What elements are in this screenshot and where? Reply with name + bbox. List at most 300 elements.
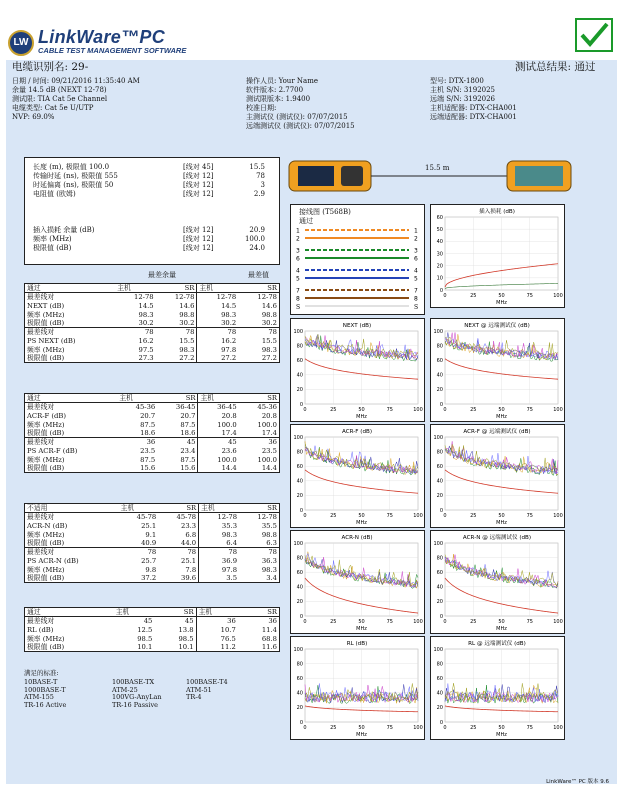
table-cell: 极限值 (dB) [27,464,65,472]
x-tick-label: 0 [443,513,447,519]
summary-label: 频率 (MHz) [33,235,72,243]
graph-svg [431,205,563,306]
x-tick-label: 25 [470,293,477,299]
table-row [25,337,280,346]
standard-item: 10BASE-T [24,678,58,686]
x-tick-label: 50 [358,619,365,625]
standard-item: TR-16 Passive [112,700,158,709]
table-cell: 频率 (MHz) [27,565,65,574]
x-tick-label: 25 [330,407,337,413]
summary-pair: [线对 12] [183,226,214,234]
x-tick-label: 25 [330,513,337,519]
table-cell: 14.6 [261,301,277,310]
y-tick-label: 60 [296,464,303,470]
x-tick-label: 75 [386,407,393,413]
table-row [25,522,280,531]
y-tick-label: 0 [299,719,303,726]
table-cell: 30.2 [179,319,195,327]
table-cell: PS ACR-F (dB) [27,446,78,455]
x-axis-label: MHz [356,520,367,526]
table-row [25,634,280,643]
standard-item: ATM-51 [186,685,212,694]
pin-label-left: 7 [296,287,300,295]
table-cell: 3.5 [199,574,239,583]
x-tick-label: 0 [443,619,447,625]
table-row [25,328,280,337]
table-cell: 极限值 (dB) [27,319,65,327]
table-cell: 6.3 [266,539,277,547]
table-cell: 98.3 [179,345,195,354]
table-cell: 98.3 [261,345,277,354]
table-cell: 14.4 [198,464,239,473]
graph-title: ACR-N @ 远端测试仪 (dB) [462,535,532,541]
x-tick-label: 25 [330,725,337,731]
y-tick-label: 40 [296,690,303,697]
x-tick-label: 0 [303,725,307,731]
x-tick-label: 50 [498,407,505,413]
table-cell: 39.6 [181,574,197,582]
table-cell: 27.2 [179,354,195,362]
y-tick-label: 20 [296,705,303,712]
y-tick-label: 0 [299,401,303,408]
table-cell: 频率 (MHz) [27,345,65,354]
y-tick-label: 60 [296,570,303,576]
pin-label-right: 5 [414,275,418,283]
header-line: 测试限: TIA Cat 5e Channel [12,95,108,103]
x-axis-label: MHz [496,732,507,738]
header-line: 日期 / 时间: 09/21/2016 11:35:40 AM [12,77,140,85]
standard-item: TR-16 Active [24,700,67,709]
pin-label-left: 5 [296,275,300,283]
table-cell: 36 [117,438,157,447]
table-cell: 78 [197,328,238,337]
table-cell: 主机 [196,608,238,617]
x-tick-label: 75 [386,725,393,731]
table-cell: 68.8 [261,634,277,643]
x-tick-label: 100 [413,725,423,731]
y-tick-label: 80 [436,449,443,456]
table-cell: 通过 [27,394,41,402]
x-tick-label: 75 [526,725,533,731]
table-cell: 45 [154,617,196,626]
table-row [25,394,280,403]
graph-title: ACR-F (dB) [341,429,373,435]
y-tick-label: 60 [296,676,303,682]
y-tick-label: 100 [293,646,303,653]
summary-value: 100.0 [244,235,265,243]
table-row [25,513,280,522]
table-row [25,455,280,464]
graph-svg [291,637,423,738]
x-tick-label: 0 [303,619,307,625]
x-tick-label: 75 [526,513,533,519]
standard-item: TR-4 [186,693,202,702]
x-tick-label: 100 [553,725,563,731]
x-tick-label: 50 [358,407,365,413]
table-cell: 9.1 [145,530,157,539]
graph-svg [291,319,423,420]
standards-list [24,679,284,719]
x-tick-label: 75 [386,619,393,625]
y-tick-label: 100 [433,434,443,441]
graph-panel [430,318,565,422]
summary-pair: [线对 45] [183,163,214,171]
table-cell: 主机 [197,284,238,293]
table-row [25,438,280,447]
cable-id: 电缆识别名: 29- [12,61,89,73]
table-cell: 主机 [119,394,133,402]
y-tick-label: 40 [296,372,303,379]
acrn-results-table [24,503,280,583]
worst-margin-heading: 最差余量 [148,271,176,279]
y-tick-label: 40 [436,372,443,379]
y-tick-label: 20 [436,387,443,394]
x-tick-label: 75 [526,293,533,299]
table-cell: 14.5 [197,302,238,311]
summary-value: 78 [256,172,265,180]
y-tick-label: 0 [299,507,303,514]
summary-value: 24.0 [249,244,265,252]
table-cell: 频率 (MHz) [27,634,65,643]
y-tick-label: 40 [436,584,443,591]
table-cell: 11.6 [261,643,277,651]
graph-title: NEXT (dB) [342,323,372,329]
table-cell: PS ACR-N (dB) [27,556,79,565]
y-tick-label: 80 [296,343,303,350]
graph-svg [431,637,563,738]
linkware-logo-title: LinkWare™PC [38,27,165,47]
table-cell: 97.8 [197,345,238,354]
table-cell: 27.3 [138,354,154,362]
table-cell: 45-36 [239,403,280,412]
table-row [25,354,280,363]
table-cell: 27.2 [197,354,238,363]
linkware-logo-tagline: CABLE TEST MANAGEMENT SOFTWARE [38,46,187,55]
graph-svg [291,531,423,632]
header-line: 型号: DTX-1800 [430,77,484,85]
y-tick-label: 60 [296,358,303,364]
y-tick-label: 100 [293,434,303,441]
header-line: 远端适配器: DTX-CHA001 [430,113,517,121]
x-tick-label: 25 [470,513,477,519]
table-row [25,530,280,539]
graph-title: ACR-F @ 远端测试仪 (dB) [463,429,531,435]
table-cell: NEXT (dB) [27,301,65,310]
table-cell: SR [267,284,277,292]
acrf-results-table [24,393,280,473]
header-line: 主机 S/N: 3192025 [430,86,496,94]
table-cell: 87.5 [140,420,156,429]
table-cell: 36-45 [198,403,239,412]
table-cell: 16.2 [197,337,238,346]
table-cell: 36 [239,438,280,447]
table-cell: 11.4 [261,625,277,634]
table-cell: SR [183,608,194,616]
header-line: 软件版本: 2.7700 [246,86,304,94]
graph-svg [291,425,423,526]
pin-label-right: 2 [414,235,418,243]
pin-label-right: 1 [414,227,418,235]
table-row [25,464,280,473]
x-tick-label: 75 [526,619,533,625]
main-tester-icon [289,161,371,191]
summary-label: 传输时延 (ns), 极限值 555 [33,172,118,180]
wire-map-drawing [291,205,423,313]
table-cell: 20.8 [198,412,239,421]
pin-label-left: 2 [296,235,300,243]
table-row [25,403,280,412]
table-cell: 45 [157,438,198,447]
table-cell: PS NEXT (dB) [27,336,76,345]
table-cell: 23.5 [140,446,156,455]
graph-panel [290,318,425,422]
x-tick-label: 0 [443,407,447,413]
table-cell: 7.8 [185,565,197,574]
summary-pair: [线对 12] [183,190,214,198]
table-row [25,626,280,635]
table-cell: 98.5 [137,634,153,643]
x-axis-label: MHz [356,414,367,420]
graph-title: ACR-N (dB) [341,535,373,541]
table-cell: 27.2 [261,354,277,362]
header-line: 测试限版本: 1.9400 [246,95,311,103]
graph-panel [430,204,565,308]
table-cell: 9.8 [145,565,157,574]
table-cell: 35.3 [199,522,239,531]
table-cell: SR [267,394,277,402]
table-cell: 极限值 (dB) [27,429,65,437]
table-cell: 98.8 [179,310,195,319]
x-tick-label: 25 [330,619,337,625]
summary-pair: [线对 12] [183,172,214,180]
header-line: 远端测试仪 (测试仪): 07/07/2015 [246,122,355,130]
y-tick-label: 30 [436,251,443,258]
y-tick-label: 80 [436,661,443,668]
table-cell: 100.0 [257,455,277,464]
pin-label-left: 8 [296,295,300,303]
table-cell: SR [267,504,277,512]
table-row [25,429,280,438]
y-tick-label: 100 [293,328,303,335]
header-line: NVP: 69.0% [12,113,55,121]
summary-label: 极限值 (dB) [33,244,72,252]
table-cell: 最差线对 [25,548,119,557]
y-tick-label: 0 [439,287,443,294]
graph-title: RL @ 远端测试仪 (dB) [468,641,526,647]
y-tick-label: 40 [296,478,303,485]
table-row [25,447,280,456]
table-cell: 通过 [27,608,41,616]
table-cell: 15.5 [179,336,195,345]
table-row [25,548,280,557]
summary-pair: [线对 12] [183,244,214,252]
x-tick-label: 0 [443,725,447,731]
y-tick-label: 40 [436,239,443,246]
table-cell: 最差线对 [25,513,119,522]
rl-results-table [24,607,280,652]
table-row [25,420,280,429]
table-cell: 12-78 [197,293,238,302]
y-tick-label: 0 [439,613,443,620]
table-cell: SR [185,394,196,402]
table-row [25,608,280,617]
x-tick-label: 25 [470,619,477,625]
table-cell: 87.5 [180,455,196,464]
x-tick-label: 25 [470,407,477,413]
table-cell: 78 [238,328,279,337]
pin-label-left: 4 [296,267,300,275]
table-cell: 25.7 [141,556,157,565]
pin-label-right: 6 [414,255,418,263]
table-cell: 78 [158,548,198,557]
y-tick-label: 100 [433,540,443,547]
y-tick-label: 20 [436,493,443,500]
graph-panel [290,636,425,740]
y-tick-label: 0 [439,719,443,726]
x-tick-label: 50 [498,619,505,625]
table-cell: 15.6 [140,464,156,472]
table-cell: 极限值 (dB) [27,643,65,651]
x-axis-label: MHz [496,300,507,306]
standard-item: 100BASE-TX [112,678,155,686]
graph-title: 插入损耗 (dB) [479,209,515,215]
x-tick-label: 50 [358,725,365,731]
table-row [25,539,280,548]
table-row [25,293,280,302]
table-row [25,310,280,319]
x-axis-label: MHz [496,520,507,526]
wire-map-result: 通过 [299,217,313,225]
table-cell: 100.0 [198,455,239,464]
standards-title: 满足的标准: [24,669,59,677]
table-row [25,574,280,583]
table-cell: 频率 (MHz) [27,530,65,539]
summary-box [24,157,280,265]
table-cell: SR [267,608,277,616]
table-cell: 45-36 [117,403,157,412]
pin-label-right: 7 [414,287,418,295]
graph-title: RL (dB) [346,641,368,647]
table-row [25,284,280,293]
table-cell: 87.5 [180,420,196,429]
y-tick-label: 100 [433,646,443,653]
table-cell: 主机 [120,504,135,512]
x-tick-label: 50 [498,513,505,519]
table-cell: 最差线对 [25,403,118,412]
footer-version: LinkWare™ PC 版本 9.6 [546,779,609,785]
summary-label: 长度 (m), 极限值 100.0 [33,163,110,171]
table-cell: 主机 [199,504,239,513]
table-cell: 主机 [198,394,239,403]
table-cell: 36-45 [157,403,198,412]
table-cell: 14.5 [138,301,154,310]
table-cell: 23.6 [198,447,239,456]
wire-map-box [290,204,425,315]
table-cell: 20.7 [140,411,156,420]
table-cell: 主机 [117,284,131,292]
y-tick-label: 20 [296,493,303,500]
x-tick-label: 25 [470,725,477,731]
table-cell: 100.0 [198,420,239,429]
table-cell: 不适用 [27,504,48,512]
table-row [25,302,280,311]
table-row [25,557,280,566]
table-cell: 30.2 [197,319,238,328]
y-tick-label: 60 [436,570,443,576]
table-cell: 通过 [27,284,41,292]
linkware-logo-badge: LW [8,30,34,56]
pass-checkmark-icon [575,18,613,52]
table-cell: 40.9 [141,539,157,547]
y-tick-label: 80 [436,343,443,350]
y-tick-label: 40 [436,478,443,485]
table-cell: 15.5 [261,336,277,345]
overall-result: 测试总结果: 通过 [515,61,596,73]
x-tick-label: 50 [498,293,505,299]
table-cell: 20.8 [261,411,277,420]
y-tick-label: 20 [436,263,443,270]
y-tick-label: 20 [436,705,443,712]
graph-panel [430,530,565,634]
table-cell: 10.1 [137,643,153,651]
table-cell: 78 [119,548,159,557]
header-line: 远端 S/N: 3192026 [430,95,496,103]
y-tick-label: 80 [296,555,303,562]
table-cell: 10.7 [196,626,238,635]
table-cell: 98.3 [199,530,239,539]
y-tick-label: 80 [436,555,443,562]
x-tick-label: 100 [553,293,563,299]
graph-panel [430,636,565,740]
table-cell: 最差线对 [25,617,114,626]
table-cell: 20.7 [180,411,196,420]
y-tick-label: 100 [433,328,443,335]
table-cell: 98.3 [197,310,238,319]
standard-item: 100VG-AnyLan [112,693,162,702]
table-cell: ACR-N (dB) [27,521,68,530]
table-cell: SR [186,504,197,512]
table-cell: 最差线对 [25,328,116,337]
table-cell: 76.5 [196,634,238,643]
table-cell: 6.4 [199,539,239,548]
header-line: 电缆类型: Cat 5e U/UTP [12,104,94,112]
header-col-test-info [12,77,140,122]
table-cell: 78 [239,548,279,557]
x-tick-label: 50 [358,513,365,519]
next-results-table [24,283,280,363]
x-tick-label: 100 [553,619,563,625]
table-row [25,319,280,328]
table-cell: 6.8 [185,530,197,539]
table-cell: 13.8 [178,625,194,634]
table-cell: 98.3 [261,565,277,574]
pin-label-right: 3 [414,247,418,255]
graph-svg [431,425,563,526]
table-row [25,345,280,354]
y-tick-label: 40 [296,584,303,591]
graph-panel [430,424,565,528]
table-cell: 25.1 [141,521,157,530]
x-tick-label: 75 [526,407,533,413]
table-cell: 98.8 [261,530,277,539]
y-tick-label: 100 [293,540,303,547]
summary-label: 插入损耗 余量 (dB) [33,226,95,234]
table-cell: ACR-F (dB) [27,411,67,420]
table-cell: 36 [196,617,238,626]
table-row [25,617,280,626]
pin-label-left: 3 [296,247,300,255]
standard-item: ATM-25 [112,685,138,694]
